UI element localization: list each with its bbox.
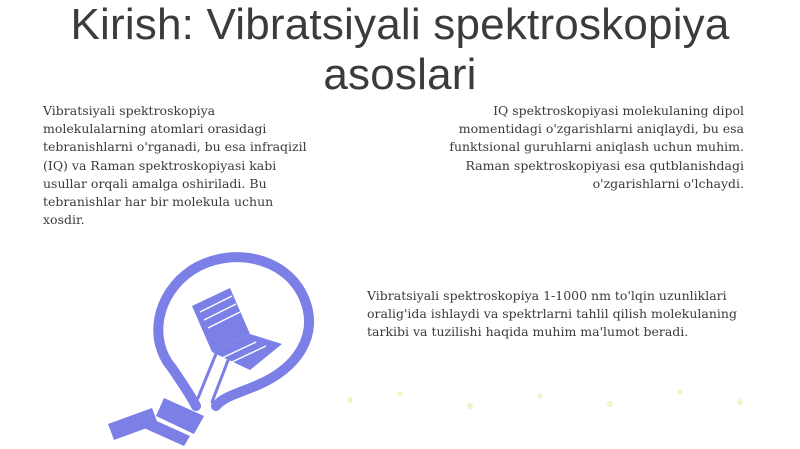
paragraph-right: IQ spektroskopiyasi molekulaning dipol momentidagi o'zgarishlarni aniqlaydi, bu esa funktsional guruhlarni aniqlash uchun muhim. Raman spektroskopiyasi esa qutblanishdagi o'zgarishlarni o'lchaydi. bbox=[449, 103, 744, 191]
lightbulb-book-icon bbox=[100, 248, 330, 448]
paragraph-left: Vibratsiyali spektroskopiya molekulalarning atomlari orasidagi tebranishlarni o'rganadi, bu esa infraqizil (IQ) va Raman spektroskopiyasi kabi usullar orqali amalga oshiriladi. Bu tebranishlar har bir molekula uchun xosdir. bbox=[43, 103, 307, 228]
paragraph-bottom: Vibratsiyali spektroskopiya 1-1000 nm to'lqin uzunliklari oralig'ida ishlaydi va spektrlarni tahlil qilish molekulaning tarkibi va tuzilishi haqida muhim ma'lumot beradi. bbox=[367, 288, 737, 340]
slide-title: Kirish: Vibratsiyali spektroskopiya asoslari bbox=[70, 0, 730, 99]
